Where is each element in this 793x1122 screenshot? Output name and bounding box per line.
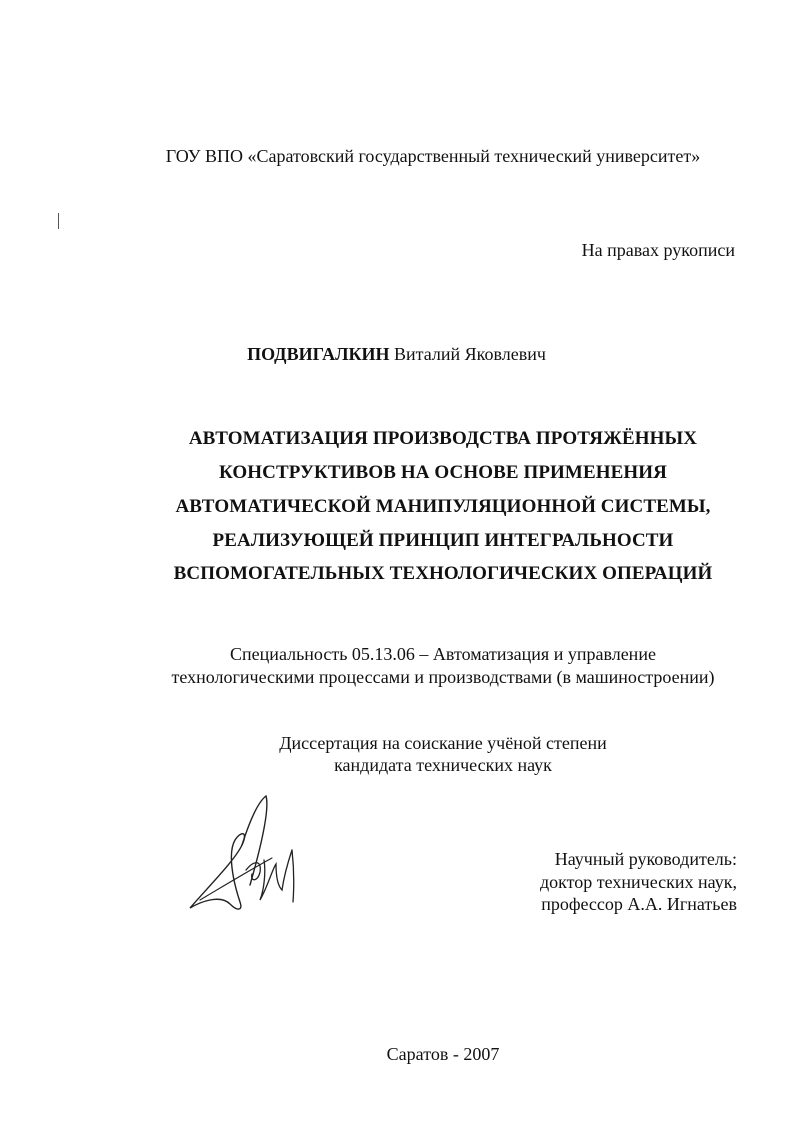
institution-name: ГОУ ВПО «Саратовский государственный технический университет» [165,146,701,166]
dissertation-line-1: Диссертация на соискание учёной степени [279,733,607,753]
specialty-line-2: технологическими процессами и производствами (в машиностроении) [171,667,715,687]
title-line-5: ВСПОМОГАТЕЛЬНЫХ ТЕХНОЛОГИЧЕСКИХ ОПЕРАЦИЙ [173,563,713,584]
dissertation-line-2: кандидата технических наук [334,755,552,775]
specialty-line-1: Специальность 05.13.06 – Автоматизация и управление [230,644,656,664]
title-line-3: АВТОМАТИЧЕСКОЙ МАНИПУЛЯЦИОННОЙ СИСТЕМЫ, [175,496,711,517]
title-line-4: РЕАЛИЗУЮЩЕЙ ПРИНЦИП ИНТЕГРАЛЬНОСТИ [212,530,674,551]
margin-mark [58,213,59,229]
title-line-2: КОНСТРУКТИВОВ НА ОСНОВЕ ПРИМЕНЕНИЯ [219,462,667,483]
author-surname: ПОДВИГАЛКИН [247,344,390,364]
author-given-names: Виталий Яковлевич [394,344,546,364]
supervisor-name: профессор А.А. Игнатьев [541,894,737,914]
author-name [0,344,793,365]
supervisor-degree: доктор технических наук, [540,872,737,892]
handwritten-signature [180,790,310,920]
title-line-1: АВТОМАТИЗАЦИЯ ПРОИЗВОДСТВА ПРОТЯЖЁННЫХ [188,428,698,449]
rights-note: На правах рукописи [581,240,735,260]
city-year: Саратов - 2007 [386,1044,500,1064]
supervisor-label: Научный руководитель: [554,849,737,869]
